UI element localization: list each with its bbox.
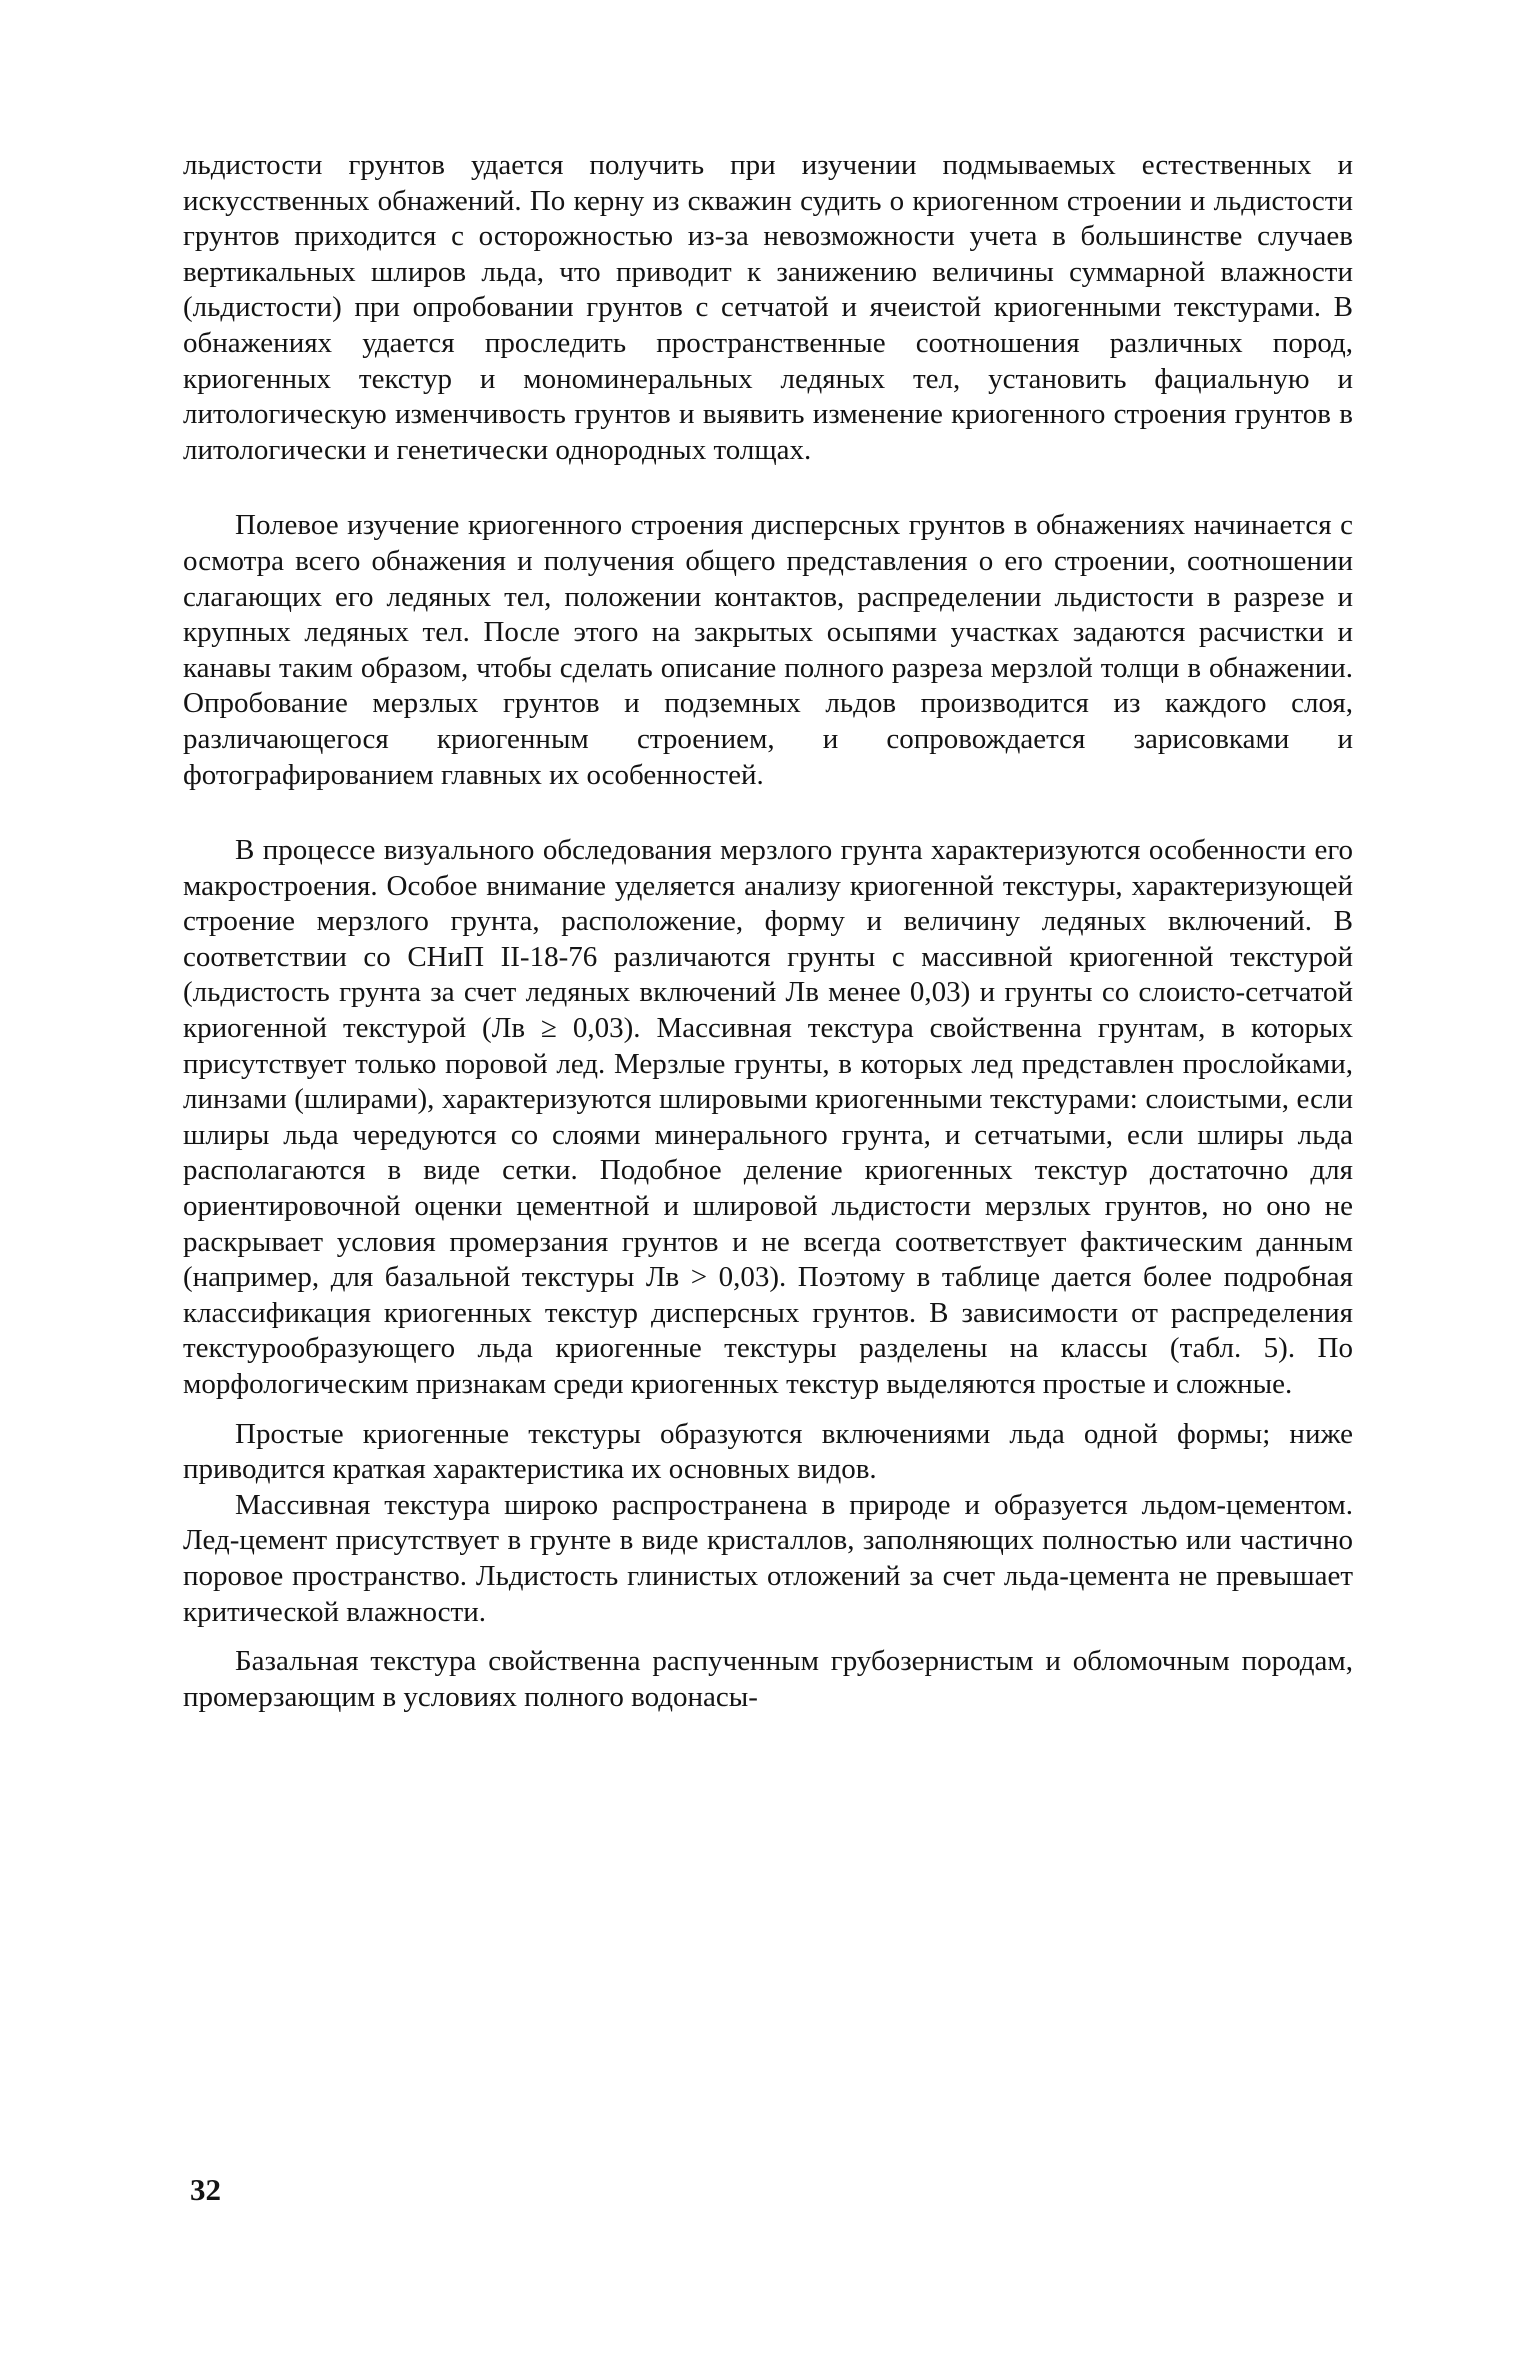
paragraph-continuation: льдистости грунтов удается получить при изучении подмываемых естественных и искусственных обнажений. По керну из скважин судить о криогенном строении и льдистости грунтов приходится с осторожностью из-за невозможности учета в большинстве случаев вертикальных шлиров льда, что приводит к занижению величины суммарной влажности (льдистости) при опробовании грунтов с сетчатой и ячеистой криогенными текстурами. В обнажениях удается проследить пространственные соотношения различных пород, криогенных текстур и мономинеральных ледяных тел, установить фациальную и литологическую изменчивость грунтов и выявить изменение криогенного строения грунтов в литологически и генетически однородных толщах. (183, 149, 1353, 466)
paragraph-field-study: Полевое изучение криогенного строения дисперсных грунтов в обнажениях начинается с осмотра всего обнажения и получения общего представления о его строении, соотношении слагающих его ледяных тел, положении контактов, распределении льдистости в разрезе и крупных ледяных тел. После этого на закрытых осыпями участках задаются расчистки и канавы таким образом, чтобы сделать описание полного разреза мерзлой толщи в обнажении. Опробование мерзлых грунтов и подземных льдов производится из каждого слоя, различающегося криогенным строением, и сопровождается зарисовками и фотографированием главных их особенностей. (183, 509, 1353, 791)
paragraph-simple-textures: Простые криогенные текстуры образуются включениями льда одной формы; ниже приводится краткая характеристика их основных видов. (183, 1417, 1353, 1486)
paragraph-basal-texture: Базальная текстура свойственна распученным грубозернистым и обломочным породам, промерзающим в условиях полного водонасы- (183, 1645, 1353, 1713)
paragraph-massive-texture: Массивная текстура широко распространена в природе и образуется льдом-цементом. Лед-цемент присутствует в грунте в виде кристаллов, заполняющих полностью или частично поровое пространство. Льдистость глинистых отложений за счет льда-цемента не превышает критической влажности. (183, 1488, 1353, 1628)
page-body (183, 148, 1353, 1715)
paragraph-visual-inspection: В процессе визуального обследования мерзлого грунта характеризуются особенности его макростроения. Особое внимание уделяется анализу криогенной текстуры, характеризующей строение мерзлого грунта, расположение, форму и величину ледяных включений. В соответствии со СНиП II-18-76 различаются грунты с массивной криогенной текстурой (льдистость грунта за счет ледяных включений Лв менее 0,03) и грунты со слоисто-сетчатой криогенной текстурой (Лв ≥ 0,03). Массивная текстура свойственна грунтам, в которых присутствует только поровой лед. Мерзлые грунты, в которых лед представлен прослойками, линзами (шлирами), характеризуются шлировыми криогенными текстурами: слоистыми, если шлиры льда чередуются со слоями минерального грунта, и сетчатыми, если шлиры льда располагаются в виде сетки. Подобное деление криогенных текстур достаточно для ориентировочной оценки цементной и шлировой льдистости мерзлых грунтов, но оно не раскрывает условия промерзания грунтов и не всегда соответствует фактическим данным (например, для базальной текстуры Лв > 0,03). Поэтому в таблице дается более подробная классификация криогенных текстур дисперсных грунтов. В зависимости от распределения текстурообразующего льда криогенные текстуры разделены на классы (табл. 5). По морфологическим признакам среди криогенных текстур выделяются простые и сложные. (183, 834, 1353, 1400)
page-number: 32 (190, 2172, 221, 2207)
